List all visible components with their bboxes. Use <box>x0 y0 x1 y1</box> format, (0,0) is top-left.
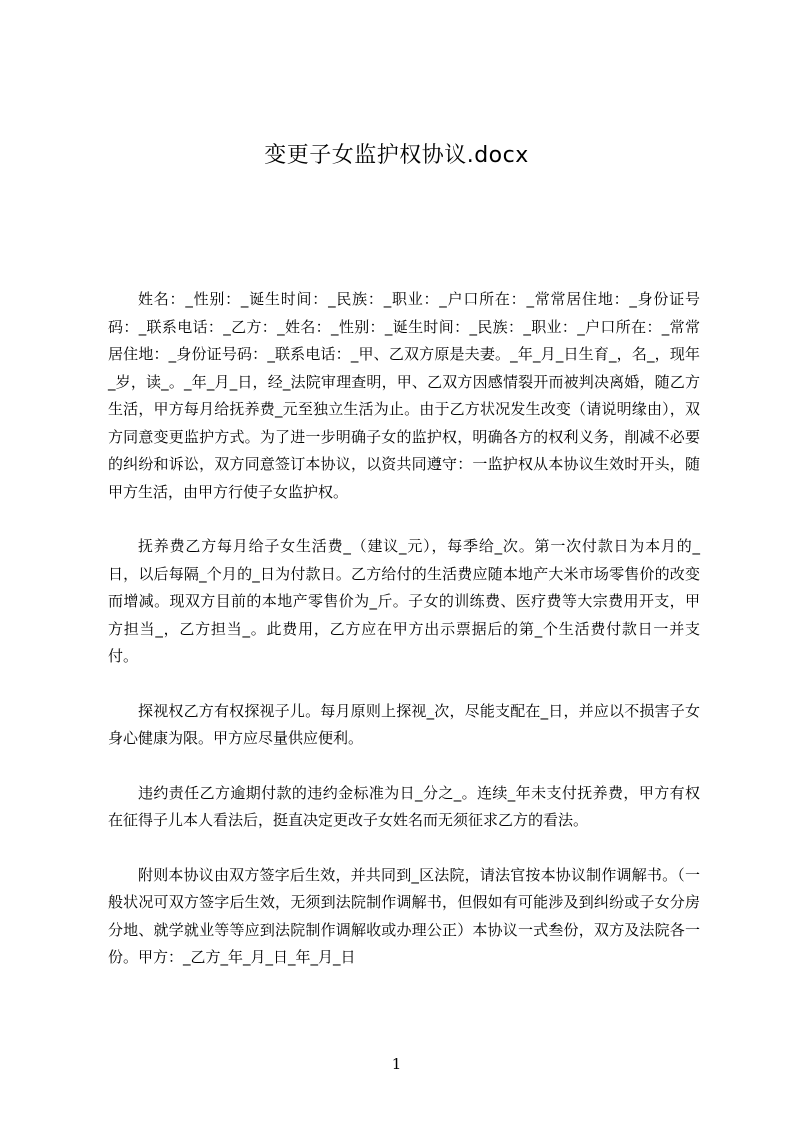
page-number: 1 <box>391 1055 402 1073</box>
paragraph-visitation: 探视权乙方有权探视子儿。每月原则上探视_次，尽能支配在_日，并应以不损害子女身心健康为限。甲方应尽量供应便利。 <box>108 701 700 747</box>
paragraph-breach: 违约责任乙方逾期付款的违约金标准为日_分之_。连续_年未支付抚养费，甲方有权在征得子儿本人看法后，挺直决定更改子女姓名而无须征求乙方的看法。 <box>108 783 700 829</box>
document-body <box>108 286 700 972</box>
document-title: 变更子女监护权协议.docx <box>264 143 529 168</box>
paragraph-support-payment: 抚养费乙方每月给子女生活费_（建议_元），每季给_次。第一次付款日为本月的_日，以后每隔_个月的_日为付款日。乙方给付的生活费应随本地产大米市场零售价的改变而增减。现双方目前的本地产零售价为_斤。子女的训练费、医疗费等大宗费用开支，甲方担当_，乙方担当_。此费用，乙方应在甲方出示票据后的第_个生活费付款日一并支付。 <box>108 537 700 665</box>
paragraph-supplementary: 附则本协议由双方签字后生效，并共同到_区法院，请法官按本协议制作调解书。（一般状况可双方签字后生效，无须到法院制作调解书，但假如有可能涉及到纠纷或子女分房分地、就学就业等等应到法院制作调解收或办理公正）本协议一式叁份，双方及法院各一份。甲方：_乙方_年_月_日_年_月_日 <box>108 865 700 966</box>
paragraph-custody: 姓名：_性别：_诞生时间：_民族：_职业：_户口所在：_常常居住地：_身份证号码：_联系电话：_乙方：_姓名：_性别：_诞生时间：_民族：_职业：_户口所在：_常常居住地：_身份证号码：_联系电话：_甲、乙双方原是夫妻。_年_月_日生育_，名_，现年_岁，读_。_年_月_日，经_法院审理查明，甲、乙双方因感情裂开而被判决离婚，随乙方生活，甲方每月给抚养费_元至独立生活为止。由于乙方状况发生改变（请说明缘由），双方同意变更监护方式。为了进一步明确子女的监护权，明确各方的权利义务，削减不必要的纠纷和诉讼，双方同意签订本协议，以资共同遵守：一监护权从本协议生效时开头，随甲方生活，由甲方行使子女监护权。 <box>108 290 700 501</box>
